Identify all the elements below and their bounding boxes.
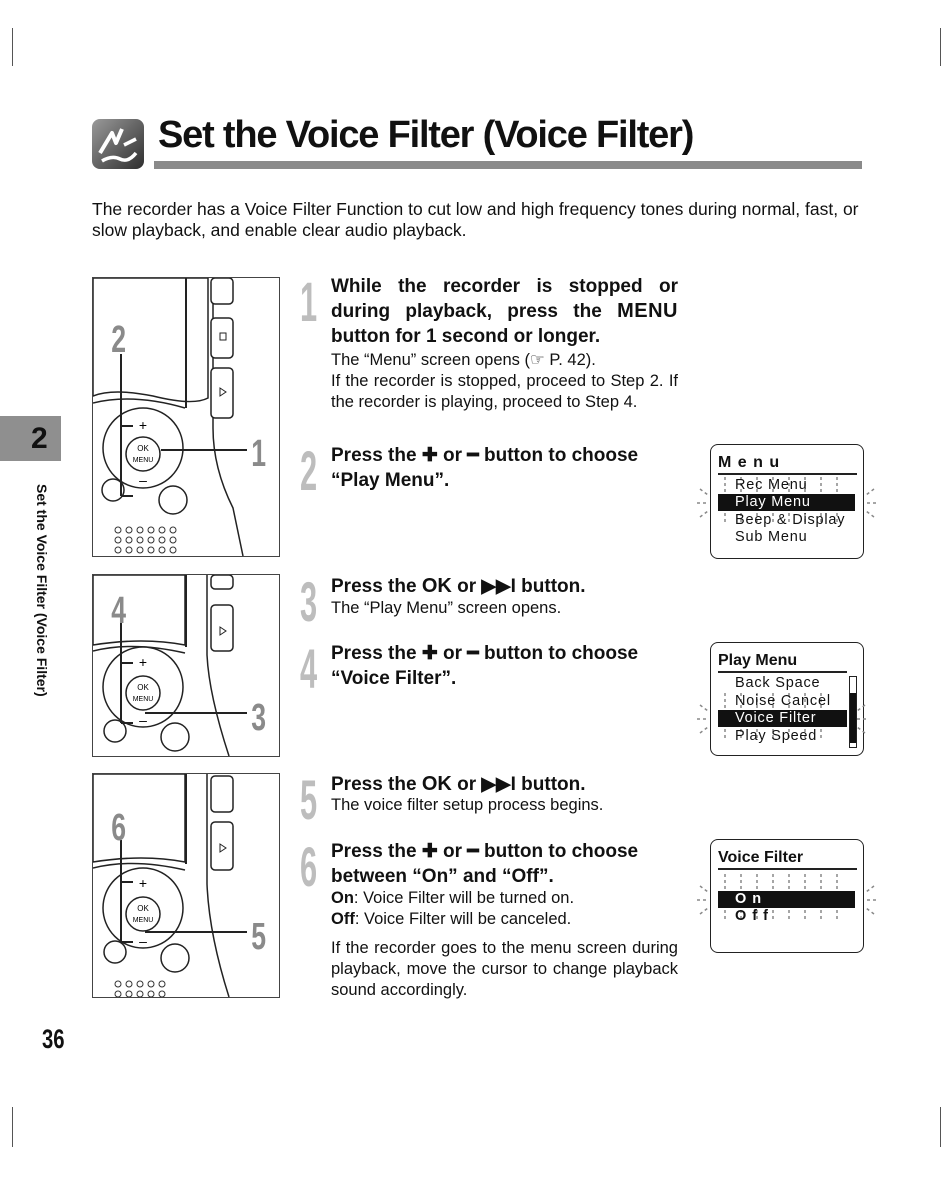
off-description: : Voice Filter will be canceled. <box>354 910 572 928</box>
crop-mark-top-left <box>12 28 13 66</box>
step-number: 4 <box>300 637 318 700</box>
callout-label: 2 <box>111 317 126 361</box>
step-heading: Press the ✚ or ━ button to choose “Voice Filter”. <box>331 643 639 689</box>
step-body-line: If the recorder is stopped, proceed to Step 2. If the recorder is playing, proceed to Step 4. <box>331 372 678 411</box>
menu-screen <box>710 444 864 559</box>
plus-key-label: + <box>138 875 148 891</box>
step-heading-text: or ▶▶I button. <box>451 774 586 795</box>
page-header <box>92 114 862 170</box>
screen-title: M e n u <box>718 454 781 471</box>
menu-key-label: MENU <box>132 457 154 464</box>
screen-title-rule <box>718 473 857 475</box>
menu-scrollbar[interactable] <box>849 676 857 748</box>
title-underline <box>154 161 862 169</box>
menu-item-noise-cancel[interactable]: Noise Cancel <box>735 693 831 709</box>
menu-key-label: MENU <box>132 696 154 703</box>
step-heading-text: Press the <box>331 576 422 597</box>
voice-filter-screen <box>710 839 864 953</box>
device-illustration-2 <box>92 574 280 757</box>
menu-item-play-menu[interactable]: Play Menu <box>718 494 855 511</box>
minus-key-label: – <box>139 472 147 488</box>
off-term: Off <box>331 910 355 928</box>
scrollbar-thumb[interactable] <box>850 693 856 743</box>
callout-label: 1 <box>251 431 266 475</box>
ok-key-label: OK <box>137 683 149 692</box>
ok-key-label: OK <box>137 444 149 453</box>
step-heading <box>331 274 678 349</box>
on-term: On <box>331 889 354 907</box>
device-illustration-3 <box>92 773 280 998</box>
step-number: 5 <box>300 768 318 831</box>
step-number: 1 <box>300 270 318 333</box>
step-number: 3 <box>300 570 318 633</box>
step-heading-text: button for 1 second or longer. <box>331 326 601 347</box>
step-body: The voice filter setup process begins. <box>331 796 604 814</box>
ok-key-name: OK <box>421 773 452 795</box>
step-body <box>331 888 678 1001</box>
step-heading <box>331 772 678 797</box>
minus-key-label: – <box>139 933 147 949</box>
step-number: 6 <box>300 835 318 898</box>
ok-key-label: OK <box>137 904 149 913</box>
option-off[interactable]: O f f <box>735 908 769 924</box>
step-heading-text: or ▶▶I button. <box>451 576 586 597</box>
side-section-label: Set the Voice Filter (Voice Filter) <box>34 484 50 697</box>
on-description: : Voice Filter will be turned on. <box>353 889 575 907</box>
step-body <box>331 350 678 413</box>
callout-label: 6 <box>111 805 126 849</box>
menu-item-back-space[interactable]: Back Space <box>735 675 821 691</box>
option-on[interactable]: O n <box>718 891 855 908</box>
page-number: 36 <box>42 1024 65 1054</box>
device-illustration-1 <box>92 277 280 557</box>
screen-title-rule <box>718 671 847 673</box>
menu-key-label: MENU <box>132 917 154 924</box>
plus-key-label: + <box>138 654 148 670</box>
step-heading: Press the ✚ or ━ button to choose between “On” and “Off”. <box>331 841 639 887</box>
menu-item-rec-menu[interactable]: Rec Menu <box>735 477 808 493</box>
crop-mark-top-right <box>940 28 941 66</box>
off-definition <box>331 909 678 930</box>
crop-mark-bottom-left <box>12 1107 13 1147</box>
menu-item-beep-display[interactable]: Beep & Display <box>735 512 846 528</box>
screen-title: Voice Filter <box>718 849 804 866</box>
step-heading: Press the ✚ or ━ button to choose “Play Menu”. <box>331 445 639 491</box>
crop-mark-bottom-right <box>940 1107 941 1147</box>
play-menu-screen <box>710 642 864 756</box>
menu-item-play-speed[interactable]: Play Speed <box>735 728 818 744</box>
chapter-number: 2 <box>31 422 48 455</box>
step-heading <box>331 574 678 599</box>
page-title: Set the Voice Filter (Voice Filter) <box>158 114 694 156</box>
ok-key-name: OK <box>421 575 452 597</box>
chapter-tab <box>0 416 61 461</box>
on-definition <box>331 888 678 909</box>
screen-title-rule <box>718 868 857 870</box>
plus-key-label: + <box>138 417 148 433</box>
minus-key-label: – <box>139 712 147 728</box>
menu-key-name: MENU <box>617 300 678 322</box>
intro-paragraph: The recorder has a Voice Filter Function to cut low and high frequency tones during normal, fast, or slow playback, and enable clear audio playback. <box>92 199 859 240</box>
menu-item-voice-filter[interactable]: Voice Filter <box>718 710 847 727</box>
callout-label: 5 <box>251 914 266 958</box>
step-number: 2 <box>300 439 318 502</box>
step-body: The “Play Menu” screen opens. <box>331 599 562 617</box>
step-body-line: The “Menu” screen opens (☞ P. 42). <box>331 351 596 369</box>
step-note: If the recorder goes to the menu screen during playback, move the cursor to change playback sound accordingly. <box>331 939 678 999</box>
callout-label: 4 <box>111 588 126 632</box>
callout-label: 3 <box>251 695 266 739</box>
step-heading-text: Press the <box>331 774 422 795</box>
step-heading-text: While the recorder is stopped or during playback, press the <box>331 276 678 322</box>
screen-title: Play Menu <box>718 652 798 669</box>
voice-filter-icon <box>92 119 144 169</box>
menu-item-sub-menu[interactable]: Sub Menu <box>735 529 808 545</box>
